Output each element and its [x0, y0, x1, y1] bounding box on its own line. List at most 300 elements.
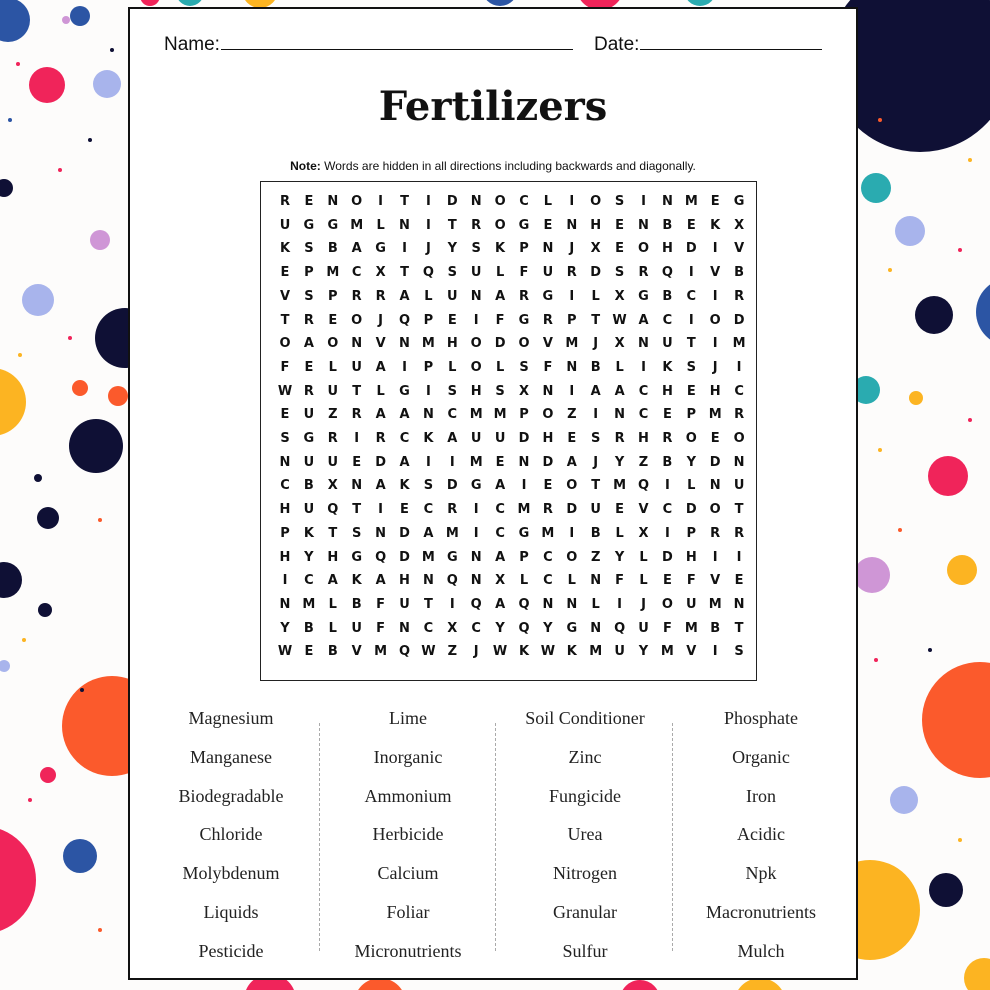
grid-letter[interactable]: R	[734, 525, 745, 541]
grid-letter[interactable]: P	[519, 241, 529, 257]
grid-letter[interactable]: G	[327, 217, 339, 233]
grid-letter[interactable]: I	[664, 525, 670, 541]
grid-letter[interactable]: N	[351, 478, 363, 494]
grid-letter[interactable]: S	[447, 383, 457, 399]
grid-letter[interactable]: Q	[518, 596, 530, 612]
grid-letter[interactable]: I	[712, 644, 718, 660]
grid-letter[interactable]: C	[423, 502, 434, 518]
grid-letter[interactable]: P	[519, 407, 529, 423]
grid-letter[interactable]: P	[328, 288, 338, 304]
grid-letter[interactable]: I	[521, 478, 527, 494]
grid-letter[interactable]: S	[614, 265, 625, 281]
grid-letter[interactable]: V	[279, 288, 291, 304]
grid-letter[interactable]: S	[423, 478, 434, 494]
grid-letter[interactable]: V	[734, 241, 745, 257]
grid-letter[interactable]: E	[400, 502, 409, 518]
grid-letter[interactable]: H	[279, 549, 291, 565]
grid-letter[interactable]: W	[277, 644, 293, 660]
grid-letter[interactable]: N	[542, 241, 554, 257]
grid-letter[interactable]: M	[421, 549, 435, 565]
grid-letter[interactable]: K	[303, 525, 314, 541]
grid-letter[interactable]: O	[637, 241, 650, 257]
grid-letter[interactable]: S	[519, 359, 529, 375]
grid-letter[interactable]: D	[709, 454, 721, 470]
grid-letter[interactable]: Z	[447, 644, 458, 660]
grid-letter[interactable]: O	[327, 336, 339, 352]
grid-letter[interactable]: L	[639, 573, 648, 589]
grid-letter[interactable]: M	[684, 194, 698, 209]
grid-letter[interactable]: L	[495, 359, 505, 375]
grid-letter[interactable]: L	[328, 596, 337, 612]
grid-letter[interactable]: F	[686, 573, 696, 589]
grid-letter[interactable]: R	[542, 502, 553, 518]
grid-letter[interactable]: E	[734, 573, 744, 589]
grid-letter[interactable]: I	[712, 549, 718, 565]
grid-letter[interactable]: C	[662, 502, 673, 518]
grid-letter[interactable]: D	[590, 265, 602, 281]
grid-letter[interactable]: N	[614, 407, 626, 423]
grid-letter[interactable]: I	[425, 383, 431, 399]
grid-letter[interactable]: F	[519, 265, 529, 281]
grid-letter[interactable]: K	[710, 217, 721, 233]
grid-letter[interactable]: N	[733, 596, 745, 612]
grid-letter[interactable]: Y	[447, 241, 457, 257]
grid-letter[interactable]: C	[447, 407, 458, 423]
grid-letter[interactable]: H	[542, 431, 554, 446]
grid-letter[interactable]: I	[425, 454, 431, 470]
grid-letter[interactable]: R	[327, 431, 338, 446]
grid-letter[interactable]: E	[686, 383, 696, 399]
grid-letter[interactable]: W	[612, 312, 627, 328]
grid-letter[interactable]: Y	[495, 620, 505, 636]
grid-letter[interactable]: P	[686, 525, 697, 541]
grid-letter[interactable]: B	[662, 288, 673, 304]
grid-letter[interactable]: R	[303, 312, 314, 328]
grid-letter[interactable]: Y	[614, 454, 625, 470]
grid-letter[interactable]: E	[710, 194, 720, 209]
grid-letter[interactable]: A	[327, 573, 338, 589]
grid-letter[interactable]: N	[399, 336, 410, 352]
grid-letter[interactable]: R	[710, 525, 721, 541]
grid-letter[interactable]: B	[351, 596, 362, 612]
grid-letter[interactable]: Z	[567, 407, 577, 423]
grid-letter[interactable]: R	[638, 265, 649, 281]
grid-letter[interactable]: R	[734, 288, 745, 304]
grid-letter[interactable]: X	[495, 573, 506, 589]
grid-letter[interactable]: M	[350, 217, 364, 233]
grid-letter[interactable]: I	[736, 359, 742, 375]
grid-letter[interactable]: F	[615, 573, 625, 589]
grid-letter[interactable]: T	[400, 194, 409, 209]
grid-letter[interactable]: E	[304, 359, 314, 375]
grid-letter[interactable]: P	[519, 549, 529, 565]
grid-letter[interactable]: F	[662, 620, 672, 636]
grid-letter[interactable]: I	[354, 431, 360, 446]
grid-letter[interactable]: N	[399, 620, 410, 636]
grid-letter[interactable]: X	[447, 620, 458, 636]
grid-letter[interactable]: O	[661, 596, 673, 612]
grid-letter[interactable]: Y	[614, 549, 625, 565]
grid-letter[interactable]: P	[567, 312, 577, 328]
grid-letter[interactable]: Q	[446, 573, 458, 589]
grid-letter[interactable]: A	[638, 312, 649, 328]
grid-letter[interactable]: C	[519, 194, 529, 209]
grid-letter[interactable]: I	[402, 241, 407, 257]
grid-letter[interactable]: E	[662, 407, 672, 423]
grid-letter[interactable]: P	[423, 359, 434, 375]
grid-letter[interactable]: Y	[280, 620, 290, 636]
grid-letter[interactable]: L	[424, 288, 433, 304]
grid-letter[interactable]: D	[399, 549, 410, 565]
grid-letter[interactable]: X	[614, 336, 625, 352]
grid-letter[interactable]: Q	[422, 265, 434, 281]
grid-letter[interactable]: C	[423, 620, 434, 636]
grid-letter[interactable]: C	[495, 502, 505, 518]
grid-letter[interactable]: X	[327, 478, 338, 494]
grid-letter[interactable]: M	[517, 502, 531, 518]
grid-letter[interactable]: T	[447, 217, 457, 233]
grid-letter[interactable]: R	[734, 407, 745, 423]
grid-letter[interactable]: I	[569, 525, 575, 541]
grid-letter[interactable]: B	[327, 644, 338, 660]
grid-letter[interactable]: D	[375, 454, 386, 470]
grid-letter[interactable]: L	[376, 383, 385, 399]
grid-letter[interactable]: A	[375, 359, 386, 375]
grid-letter[interactable]: O	[351, 312, 363, 328]
grid-letter[interactable]: Y	[304, 549, 314, 565]
grid-letter[interactable]: Z	[638, 454, 649, 470]
grid-letter[interactable]: N	[399, 217, 410, 233]
grid-letter[interactable]: P	[304, 265, 314, 281]
grid-letter[interactable]: F	[495, 312, 505, 328]
grid-letter[interactable]: F	[376, 596, 386, 612]
grid-letter[interactable]: N	[279, 596, 291, 612]
grid-letter[interactable]: V	[638, 502, 649, 518]
grid-letter[interactable]: I	[712, 288, 718, 304]
grid-letter[interactable]: E	[304, 194, 314, 209]
grid-letter[interactable]: N	[375, 525, 387, 541]
grid-letter[interactable]: N	[590, 573, 602, 589]
grid-letter[interactable]: X	[614, 288, 625, 304]
grid-letter[interactable]: B	[327, 241, 338, 257]
grid-letter[interactable]: W	[277, 383, 293, 399]
date-underline[interactable]	[640, 33, 822, 50]
grid-letter[interactable]: S	[304, 241, 314, 257]
grid-letter[interactable]: I	[378, 502, 384, 518]
grid-letter[interactable]: S	[495, 383, 505, 399]
grid-letter[interactable]: U	[447, 288, 458, 304]
grid-letter[interactable]: A	[399, 288, 410, 304]
grid-letter[interactable]: L	[376, 217, 385, 233]
grid-letter[interactable]: G	[375, 241, 386, 257]
grid-letter[interactable]: V	[710, 573, 721, 589]
grid-letter[interactable]: O	[279, 336, 291, 352]
grid-letter[interactable]: J	[593, 454, 599, 470]
grid-letter[interactable]: N	[351, 336, 363, 352]
name-field[interactable]	[164, 33, 573, 56]
grid-letter[interactable]: S	[614, 194, 625, 209]
grid-letter[interactable]: I	[617, 596, 623, 612]
grid-letter[interactable]: D	[446, 478, 458, 494]
grid-letter[interactable]: A	[495, 549, 506, 565]
grid-letter[interactable]: M	[708, 407, 722, 423]
grid-letter[interactable]: O	[494, 194, 506, 209]
grid-letter[interactable]: H	[446, 336, 458, 352]
grid-letter[interactable]: U	[494, 431, 506, 446]
grid-letter[interactable]: I	[473, 502, 479, 518]
grid-letter[interactable]: H	[661, 241, 673, 257]
grid-letter[interactable]: X	[518, 383, 530, 399]
grid-letter[interactable]: S	[352, 525, 362, 541]
grid-letter[interactable]: V	[542, 336, 553, 352]
grid-letter[interactable]: N	[566, 217, 578, 233]
grid-letter[interactable]: A	[375, 573, 386, 589]
grid-letter[interactable]: F	[280, 359, 290, 375]
grid-letter[interactable]: E	[328, 312, 338, 328]
grid-letter[interactable]: I	[282, 573, 288, 589]
grid-letter[interactable]: A	[351, 241, 362, 257]
grid-letter[interactable]: G	[470, 478, 482, 494]
grid-letter[interactable]: C	[543, 549, 553, 565]
grid-letter[interactable]: G	[542, 288, 554, 304]
grid-letter[interactable]: C	[399, 431, 410, 446]
grid-letter[interactable]: B	[590, 359, 601, 375]
grid-letter[interactable]: W	[540, 644, 556, 660]
grid-letter[interactable]: C	[304, 573, 314, 589]
grid-letter[interactable]: T	[734, 502, 744, 518]
grid-letter[interactable]: A	[614, 383, 625, 399]
grid-letter[interactable]: E	[710, 431, 720, 446]
grid-letter[interactable]: N	[566, 596, 578, 612]
grid-letter[interactable]: D	[685, 502, 697, 518]
grid-letter[interactable]: F	[376, 620, 386, 636]
grid-letter[interactable]: R	[542, 312, 553, 328]
grid-letter[interactable]: T	[591, 478, 601, 494]
grid-letter[interactable]: A	[590, 383, 601, 399]
date-field[interactable]	[594, 33, 822, 56]
grid-letter[interactable]: L	[448, 359, 457, 375]
grid-letter[interactable]: U	[351, 620, 362, 636]
grid-letter[interactable]: Q	[398, 644, 411, 660]
grid-letter[interactable]: B	[303, 620, 314, 636]
grid-letter[interactable]: K	[566, 644, 577, 660]
grid-letter[interactable]: B	[303, 478, 314, 494]
grid-letter[interactable]: E	[615, 241, 625, 257]
grid-letter[interactable]: P	[686, 407, 697, 423]
grid-letter[interactable]: N	[470, 573, 482, 589]
grid-letter[interactable]: I	[425, 194, 431, 209]
grid-letter[interactable]: O	[518, 336, 530, 352]
grid-letter[interactable]: I	[569, 383, 575, 399]
grid-letter[interactable]: Z	[328, 407, 338, 423]
grid-letter[interactable]: D	[685, 241, 697, 257]
grid-letter[interactable]: P	[423, 312, 434, 328]
grid-letter[interactable]: R	[518, 288, 529, 304]
grid-letter[interactable]: X	[734, 217, 745, 233]
grid-letter[interactable]: L	[591, 596, 600, 612]
grid-letter[interactable]: H	[638, 431, 649, 446]
grid-letter[interactable]: E	[447, 312, 457, 328]
grid-letter[interactable]: S	[304, 288, 314, 304]
grid-letter[interactable]: U	[327, 383, 339, 399]
grid-letter[interactable]: M	[421, 336, 435, 352]
grid-letter[interactable]: G	[399, 383, 410, 399]
grid-letter[interactable]: L	[615, 359, 624, 375]
grid-letter[interactable]: J	[593, 336, 599, 352]
grid-letter[interactable]: E	[615, 217, 625, 233]
grid-letter[interactable]: C	[351, 265, 362, 281]
grid-letter[interactable]: G	[518, 525, 530, 541]
grid-letter[interactable]: R	[351, 407, 362, 423]
grid-letter[interactable]: T	[328, 525, 338, 541]
grid-letter[interactable]: K	[351, 573, 362, 589]
grid-letter[interactable]: I	[688, 312, 694, 328]
grid-letter[interactable]: U	[590, 502, 601, 518]
grid-letter[interactable]: O	[351, 194, 363, 209]
grid-letter[interactable]: I	[569, 194, 575, 209]
grid-letter[interactable]: A	[375, 478, 386, 494]
grid-letter[interactable]: N	[470, 549, 482, 565]
grid-letter[interactable]: S	[471, 241, 481, 257]
grid-letter[interactable]: M	[541, 525, 555, 541]
grid-letter[interactable]: T	[686, 336, 696, 352]
grid-letter[interactable]: R	[447, 502, 458, 518]
grid-letter[interactable]: L	[328, 359, 337, 375]
grid-letter[interactable]: T	[400, 265, 409, 281]
grid-letter[interactable]: B	[662, 217, 673, 233]
grid-letter[interactable]: N	[542, 596, 554, 612]
grid-letter[interactable]: E	[304, 644, 314, 660]
grid-letter[interactable]: U	[303, 454, 315, 470]
grid-letter[interactable]: J	[641, 596, 646, 612]
grid-letter[interactable]: W	[421, 644, 436, 660]
grid-letter[interactable]: M	[708, 596, 722, 612]
grid-letter[interactable]: E	[280, 265, 290, 281]
grid-letter[interactable]: G	[446, 549, 458, 565]
grid-letter[interactable]: A	[375, 407, 386, 423]
grid-letter[interactable]: L	[543, 194, 553, 209]
grid-letter[interactable]: E	[495, 454, 505, 470]
grid-letter[interactable]: R	[375, 288, 386, 304]
grid-letter[interactable]: T	[280, 312, 290, 328]
grid-letter[interactable]: D	[446, 194, 458, 209]
grid-letter[interactable]: D	[661, 549, 673, 565]
grid-letter[interactable]: K	[518, 644, 530, 660]
grid-letter[interactable]: L	[591, 288, 600, 304]
grid-letter[interactable]: G	[303, 217, 315, 233]
grid-letter[interactable]: M	[660, 644, 674, 660]
grid-letter[interactable]: E	[280, 407, 290, 423]
grid-letter[interactable]: M	[493, 407, 507, 423]
grid-letter[interactable]: C	[662, 312, 673, 328]
grid-letter[interactable]: O	[566, 549, 578, 565]
grid-letter[interactable]: Q	[661, 265, 673, 281]
grid-letter[interactable]: S	[591, 431, 601, 446]
grid-letter[interactable]: T	[352, 502, 362, 518]
grid-letter[interactable]: G	[351, 549, 363, 565]
grid-letter[interactable]: N	[709, 478, 721, 494]
grid-letter[interactable]: O	[470, 336, 482, 352]
grid-letter[interactable]: I	[473, 525, 479, 541]
grid-letter[interactable]: B	[662, 454, 673, 470]
grid-letter[interactable]: D	[399, 525, 410, 541]
grid-letter[interactable]: G	[518, 217, 530, 233]
grid-letter[interactable]: R	[351, 288, 362, 304]
grid-letter[interactable]: M	[302, 596, 316, 612]
grid-letter[interactable]: E	[686, 217, 696, 233]
grid-letter[interactable]: S	[447, 265, 457, 281]
grid-letter[interactable]: I	[641, 194, 646, 209]
grid-letter[interactable]: C	[734, 383, 744, 399]
grid-letter[interactable]: C	[543, 573, 553, 589]
grid-letter[interactable]: V	[710, 265, 721, 281]
grid-letter[interactable]: U	[303, 502, 315, 518]
grid-letter[interactable]: N	[661, 194, 673, 209]
grid-letter[interactable]: V	[351, 644, 362, 660]
grid-letter[interactable]: U	[279, 217, 291, 233]
grid-letter[interactable]: I	[641, 359, 646, 375]
grid-letter[interactable]: G	[733, 194, 745, 209]
grid-letter[interactable]: C	[280, 478, 290, 494]
grid-letter[interactable]: O	[733, 431, 745, 446]
grid-letter[interactable]: N	[518, 454, 530, 470]
grid-letter[interactable]: M	[445, 525, 459, 541]
grid-letter[interactable]: A	[423, 525, 434, 541]
grid-letter[interactable]: U	[662, 336, 673, 352]
name-underline[interactable]	[221, 33, 573, 50]
grid-letter[interactable]: J	[712, 359, 718, 375]
grid-letter[interactable]: D	[733, 312, 745, 328]
grid-letter[interactable]: M	[589, 644, 603, 660]
grid-letter[interactable]: U	[303, 407, 315, 423]
grid-letter[interactable]: H	[470, 383, 482, 399]
grid-letter[interactable]: N	[638, 217, 649, 233]
grid-letter[interactable]: F	[543, 359, 553, 375]
grid-letter[interactable]: P	[280, 525, 290, 541]
grid-letter[interactable]: K	[495, 241, 506, 257]
grid-letter[interactable]: U	[470, 265, 482, 281]
grid-letter[interactable]: Q	[327, 502, 339, 518]
grid-letter[interactable]: N	[566, 359, 578, 375]
grid-letter[interactable]: U	[470, 431, 482, 446]
grid-letter[interactable]: K	[662, 359, 673, 375]
grid-letter[interactable]: N	[422, 407, 434, 423]
grid-letter[interactable]: Y	[686, 454, 696, 470]
grid-letter[interactable]: I	[425, 217, 431, 233]
grid-letter[interactable]: O	[470, 359, 482, 375]
grid-letter[interactable]: N	[327, 194, 339, 209]
grid-letter[interactable]: H	[590, 217, 602, 233]
grid-letter[interactable]: R	[375, 431, 386, 446]
grid-letter[interactable]: I	[664, 478, 670, 494]
grid-letter[interactable]: K	[399, 478, 410, 494]
grid-letter[interactable]: M	[374, 644, 388, 660]
grid-letter[interactable]: M	[684, 620, 698, 636]
grid-letter[interactable]: J	[425, 241, 431, 257]
grid-letter[interactable]: H	[709, 383, 721, 399]
grid-letter[interactable]: V	[375, 336, 386, 352]
grid-letter[interactable]: O	[566, 478, 578, 494]
grid-letter[interactable]: I	[449, 596, 455, 612]
grid-letter[interactable]: T	[423, 596, 433, 612]
grid-letter[interactable]: C	[471, 620, 481, 636]
grid-letter[interactable]: W	[492, 644, 508, 660]
grid-letter[interactable]: S	[734, 644, 744, 660]
grid-letter[interactable]: C	[638, 407, 649, 423]
grid-letter[interactable]: Z	[590, 549, 601, 565]
grid-letter[interactable]: R	[566, 265, 577, 281]
grid-letter[interactable]: A	[566, 454, 577, 470]
